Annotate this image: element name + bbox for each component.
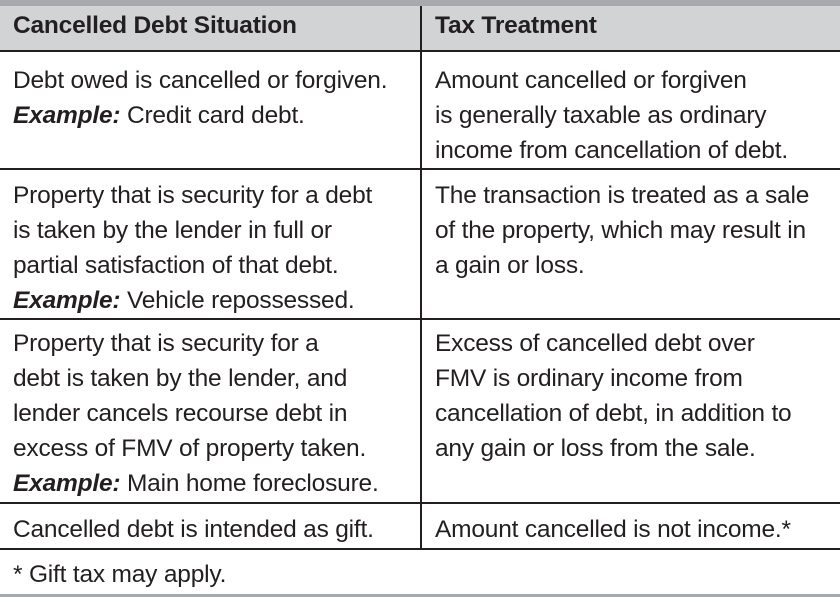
treatment-text: income from cancellation of debt. [435,137,788,164]
treatment-text: is generally taxable as ordinary [435,102,767,129]
treatment-cell [421,503,840,549]
cancelled-debt-table [0,6,840,550]
example-text: Credit card debt. [120,102,305,129]
treatment-text: Amount cancelled is not income.* [435,516,791,543]
situation-text: Property that is security for a debt [13,182,373,209]
treatment-text: cancellation of debt, in addition to [435,400,792,427]
example-text: Vehicle repossessed. [120,287,355,314]
footnote: * Gift tax may apply. [13,561,227,588]
example-text: Main home foreclosure. [120,470,379,497]
example-label: Example: [13,102,121,129]
situation-text: Property that is security for a [13,330,319,357]
treatment-cell [421,51,840,169]
table-row [0,51,840,169]
situation-text: is taken by the lender in full or [13,217,332,244]
treatment-text: of the property, which may result in [435,217,806,244]
situation-text: debt is taken by the lender, and [13,365,348,392]
treatment-text: The transaction is treated as a sale [435,182,810,209]
table-row [0,169,840,319]
example-label: Example: [13,470,121,497]
treatment-text: Amount cancelled or forgiven [435,67,747,94]
treatment-cell [421,169,840,319]
header-tax-treatment: Tax Treatment [421,6,840,51]
example-label: Example: [13,287,121,314]
treatment-text: FMV is ordinary income from [435,365,743,392]
situation-cell [0,51,421,169]
treatment-cell [421,319,840,503]
situation-cell [0,319,421,503]
header-situation: Cancelled Debt Situation [0,6,421,51]
situation-text: excess of FMV of property taken. [13,435,367,462]
table-row [0,319,840,503]
situation-text: Debt owed is cancelled or forgiven. [13,67,388,94]
situation-text: Cancelled debt is intended as gift. [13,516,374,543]
situation-cell [0,503,421,549]
treatment-text: a gain or loss. [435,252,585,279]
situation-text: lender cancels recourse debt in [13,400,348,427]
treatment-text: Excess of cancelled debt over [435,330,755,357]
header-row [0,6,840,51]
treatment-text: any gain or loss from the sale. [435,435,756,462]
situation-text: partial satisfaction of that debt. [13,252,339,279]
table-row [0,503,840,549]
situation-cell [0,169,421,319]
